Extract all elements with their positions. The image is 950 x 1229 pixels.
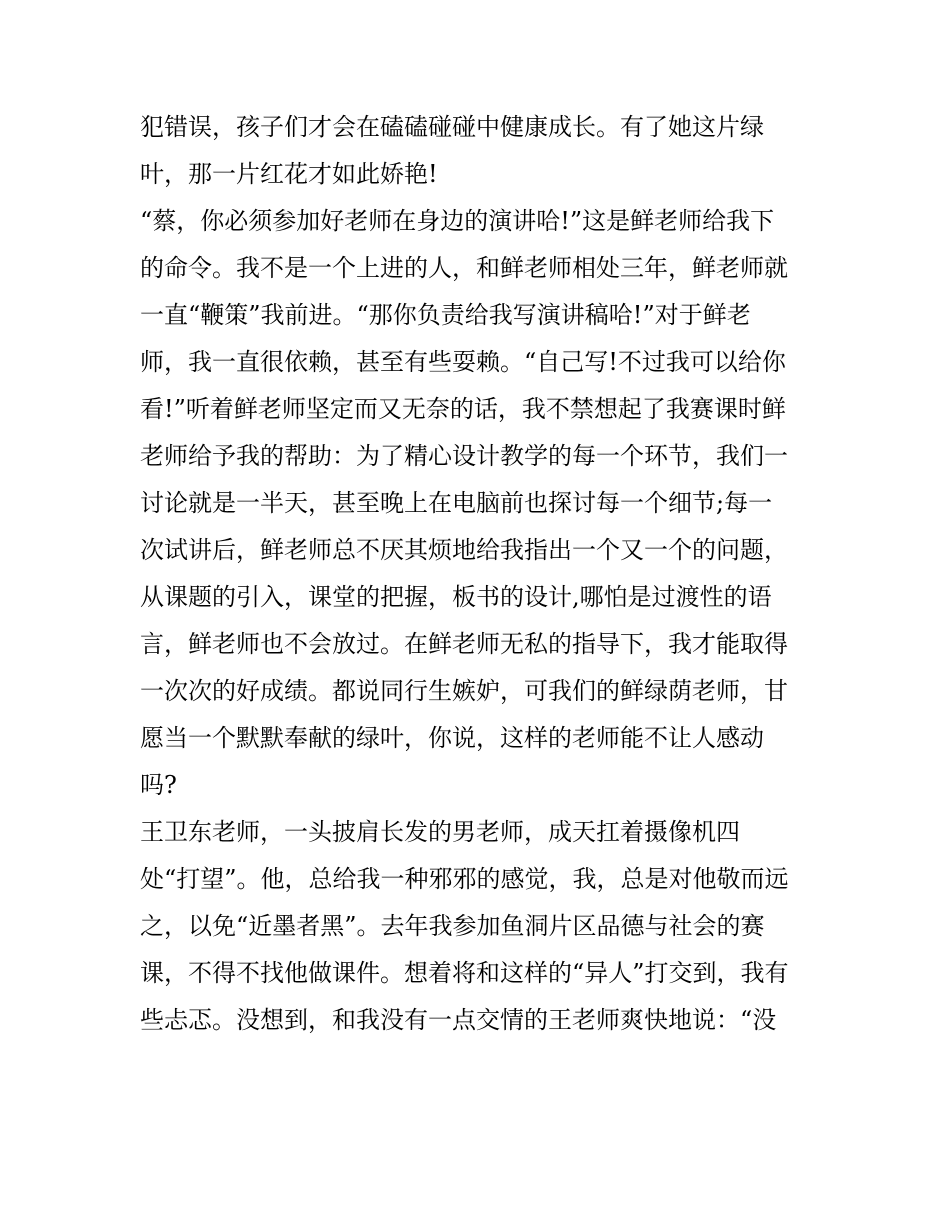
text-line: 一直“鞭策”我前进。“那你负责给我写演讲稿哈!”对于鲜老 bbox=[140, 301, 751, 329]
text-line: 处“打望”。他，总给我一种邪邪的感觉，我，总是对他敬而远 bbox=[140, 865, 789, 893]
text-line: 犯错误，孩子们才会在磕磕碰碰中健康成长。有了她这片绿 bbox=[140, 113, 764, 141]
body-text bbox=[140, 104, 830, 1044]
text-line: 些忐忑。没想到，和我没有一点交情的王老师爽快地说：“没 bbox=[140, 1006, 777, 1034]
text-line: 次试讲后，鲜老师总不厌其烦地给我指出一个又一个的问题， bbox=[140, 536, 788, 564]
text-line: 看!”听着鲜老师坚定而又无奈的话，我不禁想起了我赛课时鲜 bbox=[140, 395, 786, 423]
text-line: 吗? bbox=[140, 771, 177, 799]
text-line: 老师给予我的帮助：为了精心设计教学的每一个环节，我们一 bbox=[140, 442, 788, 470]
text-line: 讨论就是一半天，甚至晚上在电脑前也探讨每一个细节;每一 bbox=[140, 489, 773, 517]
text-line: 愿当一个默默奉献的绿叶，你说，这样的老师能不让人感动 bbox=[140, 724, 764, 752]
text-line: 言，鲜老师也不会放过。在鲜老师无私的指导下，我才能取得 bbox=[140, 630, 788, 658]
text-line: 一次次的好成绩。都说同行生嫉妒，可我们的鲜绿荫老师，甘 bbox=[140, 677, 788, 705]
text-line: 师，我一直很依赖，甚至有些耍赖。“自己写!不过我可以给你 bbox=[140, 348, 786, 376]
text-line: 的命令。我不是一个上进的人，和鲜老师相处三年，鲜老师就 bbox=[140, 254, 788, 282]
text-line: 叶，那一片红花才如此娇艳! bbox=[140, 160, 438, 188]
text-line: 王卫东老师，一头披肩长发的男老师，成天扛着摄像机四 bbox=[140, 818, 740, 846]
text-line: 从课题的引入，课堂的把握，板书的设计,哪怕是过渡性的语 bbox=[140, 583, 772, 611]
text-line: “蔡，你必须参加好老师在身边的演讲哈!”这是鲜老师给我下 bbox=[140, 207, 775, 235]
text-line: 课，不得不找他做课件。想着将和这样的“异人”打交到，我有 bbox=[140, 959, 789, 987]
text-line: 之，以免“近墨者黑”。去年我参加鱼洞片区品德与社会的赛 bbox=[140, 912, 765, 940]
